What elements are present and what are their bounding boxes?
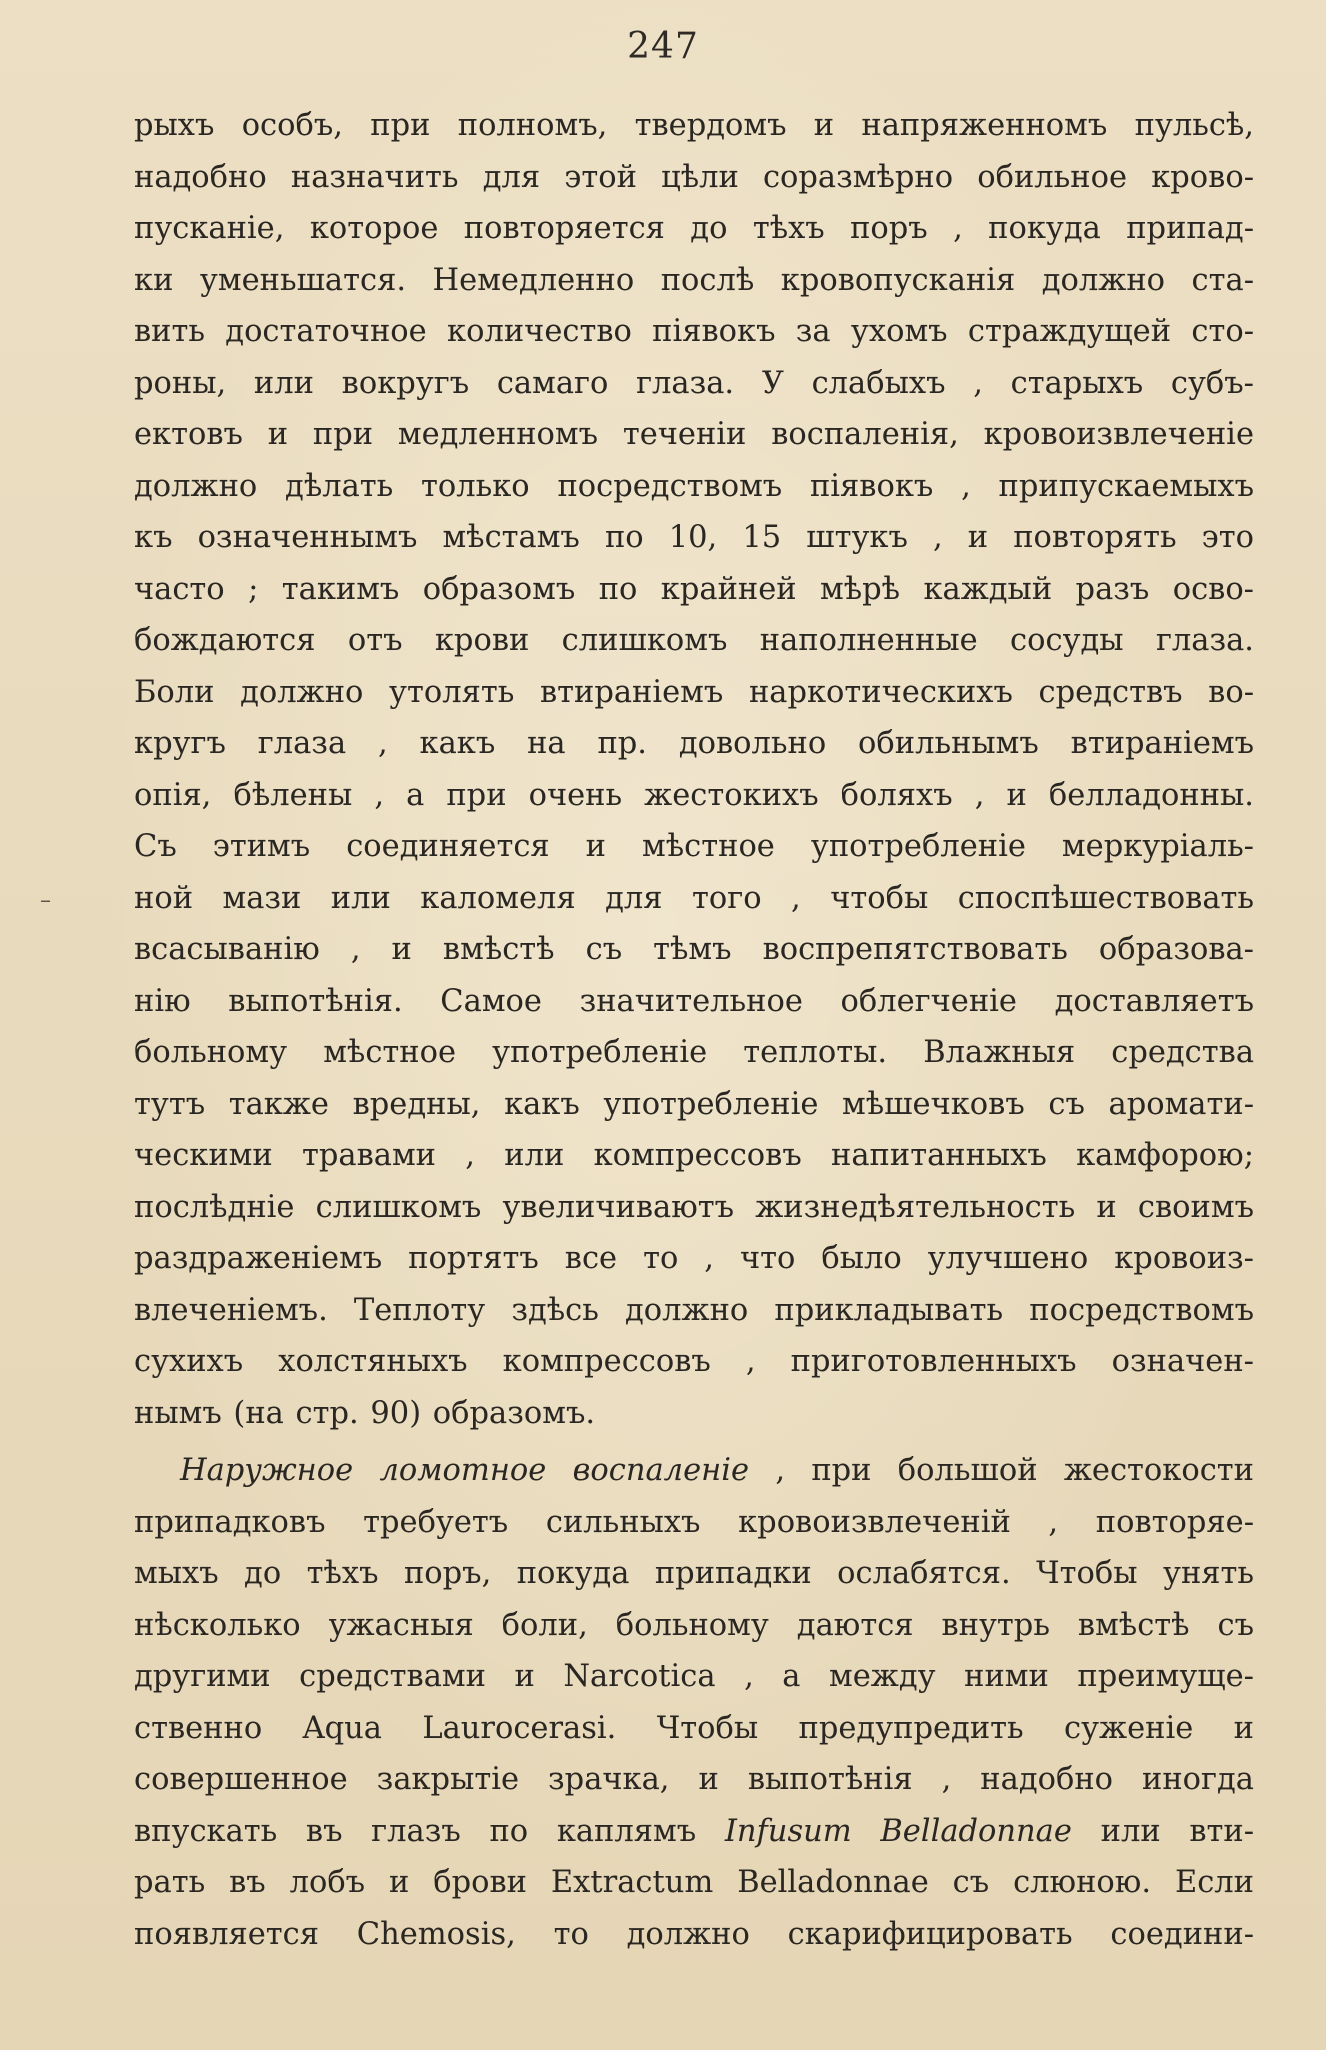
text-line: влеченіемъ. Теплоту здѣсь должно прикладывать посредствомъ — [134, 1292, 1254, 1328]
text-line: появляется Chemosis, то должно скарифицировать соедини- — [134, 1916, 1254, 1952]
text-line: нымъ (на стр. 90) образомъ. — [134, 1395, 596, 1431]
text-line: вить достаточное количество піявокъ за ухомъ страждущей сто- — [134, 314, 1254, 349]
text-line: раздраженіемъ портятъ все то , что было улучшено кровоиз- — [134, 1241, 1254, 1276]
text-line: Боли должно утолять втираніемъ наркотическихъ средствъ во- — [134, 674, 1254, 710]
text-line: ектовъ и при медленномъ теченіи воспаленія, кровоизвлеченіе — [134, 417, 1254, 452]
text-line: больному мѣстное употребленіе теплоты. Влажныя средства — [134, 1035, 1254, 1070]
text-line: кругъ глаза , какъ на пр. довольно обильнымъ втираніемъ — [134, 726, 1254, 761]
text-line: ки уменьшатся. Немедленно послѣ кровопусканія должно ста- — [134, 262, 1254, 298]
text-line: опія, бѣлены , а при очень жестокихъ боляхъ , и белладонны. — [134, 777, 1254, 813]
line-text: впускать въ глазъ по каплямъ — [134, 1813, 697, 1849]
text-line: бождаются отъ крови слишкомъ наполненные сосуды глаза. — [134, 623, 1254, 658]
text-line: сухихъ холстяныхъ компрессовъ , приготовленныхъ означен- — [134, 1344, 1254, 1379]
line-text: , при большой жестокости — [775, 1453, 1254, 1488]
text-line: ческими травами , или компрессовъ напитанныхъ камфорою; — [134, 1138, 1254, 1173]
text-line: нѣсколько ужасныя боли, больному даются внутрь вмѣстѣ съ — [134, 1607, 1254, 1643]
text-line — [134, 1445, 1254, 1497]
text-line: мыхъ до тѣхъ поръ, покуда припадки ослабятся. Чтобы унять — [134, 1556, 1254, 1591]
paragraph-1 — [134, 100, 1254, 1439]
text-line: всасыванію , и вмѣстѣ съ тѣмъ воспрепятствовать образова- — [134, 932, 1254, 967]
line-text: или вти- — [1100, 1813, 1254, 1849]
text-line: нію выпотѣнія. Самое значительное облегченіе доставляетъ — [134, 983, 1254, 1019]
text-line — [134, 1806, 1254, 1858]
text-line: послѣдніе слишкомъ увеличиваютъ жизнедѣятельность и своимъ — [134, 1189, 1254, 1225]
text-line: другими средствами и Narcotica , а между ними преимуще- — [134, 1659, 1254, 1694]
text-line: должно дѣлать только посредствомъ піявокъ , припускаемыхъ — [134, 468, 1254, 504]
text-line: къ означеннымъ мѣстамъ по 10, 15 штукъ , и повторять это — [134, 520, 1254, 555]
text-line: припадковъ требуетъ сильныхъ кровоизвлеченій , повторяе- — [134, 1504, 1254, 1540]
text-line: ственно Aqua Laurocerasi. Чтобы предупредить суженіе и — [134, 1710, 1254, 1746]
margin-dash-mark: – — [40, 888, 51, 913]
text-line: пусканіе, которое повторяется до тѣхъ поръ , покуда припад- — [134, 211, 1254, 246]
page-number: 247 — [627, 26, 699, 67]
text-line: ной мази или каломеля для того , чтобы споспѣшествовать — [134, 880, 1254, 916]
page-text — [134, 100, 1254, 1960]
text-line: часто ; такимъ образомъ по крайней мѣрѣ каждый разъ осво- — [134, 571, 1254, 607]
italic-term: Наружное ломотное воспаленіе — [180, 1453, 750, 1488]
paragraph-2 — [134, 1445, 1254, 1960]
italic-term: Infusum Belladonnae — [724, 1813, 1072, 1849]
text-line: Съ этимъ соединяется и мѣстное употребленіе меркуріаль- — [134, 829, 1254, 864]
text-line: рыхъ особъ, при полномъ, твердомъ и напряженномъ пульсѣ, — [134, 108, 1254, 143]
text-line: роны, или вокругъ самаго глаза. У слабыхъ , старыхъ субъ- — [134, 365, 1254, 401]
text-line: совершенное закрытіе зрачка, и выпотѣнія , надобно иногда — [134, 1762, 1254, 1797]
text-line: надобно назначить для этой цѣли соразмѣрно обильное крово- — [134, 159, 1254, 195]
text-line: тутъ также вредны, какъ употребленіе мѣшечковъ съ аромати- — [134, 1086, 1254, 1122]
text-line: рать въ лобъ и брови Extractum Belladonnae съ слюною. Если — [134, 1865, 1254, 1900]
